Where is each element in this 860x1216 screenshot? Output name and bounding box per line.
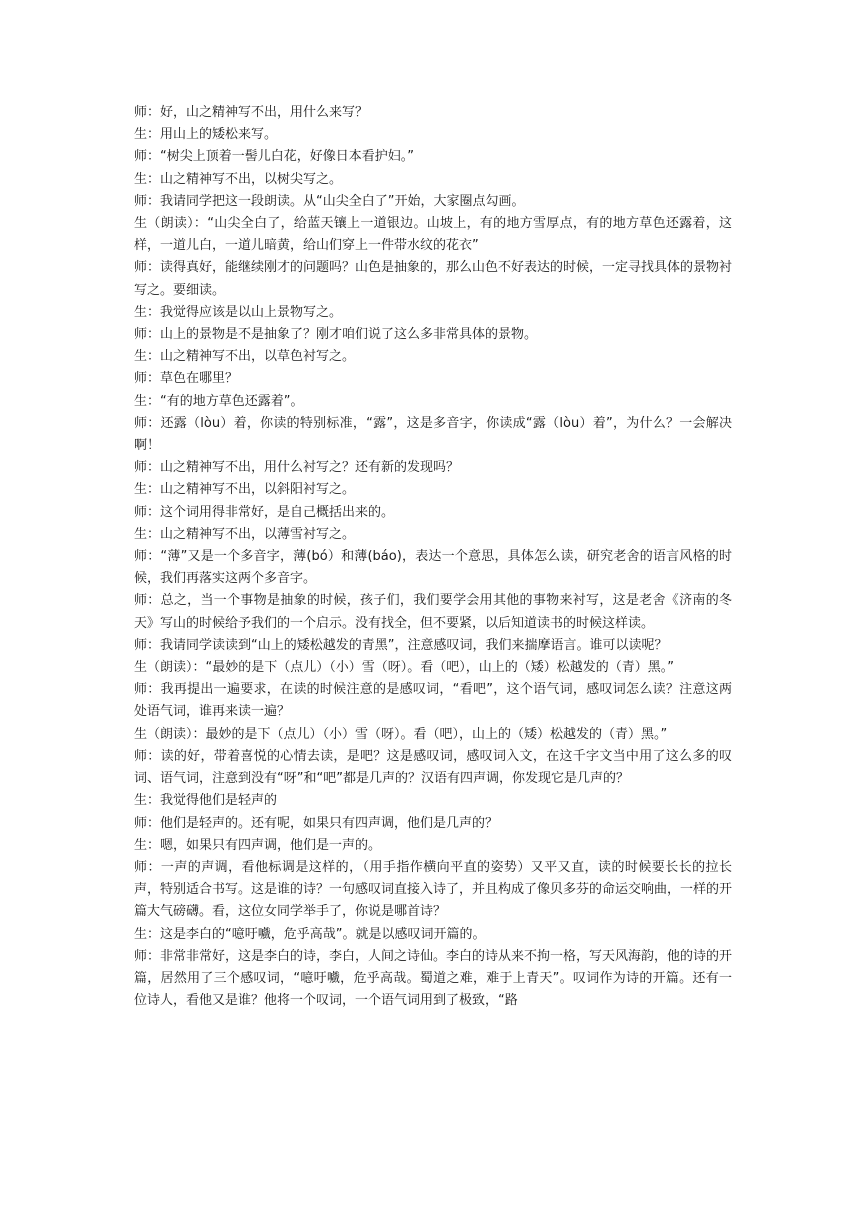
- paragraph: 师：山上的景物是不是抽象了？刚才咱们说了这么多非常具体的景物。: [134, 327, 538, 343]
- paragraph: 生（朗读）：“山尖全白了，给蓝天镶上一道银边。山坡上，有的地方雪厚点，有的地方草色还露着，这样，一道儿白，一道儿暗黄，给山们穿上一件带水纹的花衣”: [134, 216, 732, 254]
- paragraph: 师：还露（lòu）着，你读的特别标准，“露”，这是多音字，你读成“露（lòu）着”，为什么？一会解决啊！: [134, 415, 732, 454]
- paragraph: 师：总之，当一个事物是抽象的时候，孩子们，我们要学会用其他的事物来衬写，这是老舍《济南的冬天》写山的时候给予我们的一个启示。没有找全，但不要紧，以后知道读书的时候这样读。: [134, 593, 732, 631]
- paragraph: 师：读得真好，能继续刚才的问题吗？山色是抽象的，那么山色不好表达的时候，一定寻找具体的景物衬写之。要细读。: [134, 260, 733, 298]
- paragraph: 生：这是李白的“噫吁嚱，危乎高哉”。就是以感叹词开篇的。: [134, 926, 486, 942]
- paragraph: 生：山之精神写不出，以薄雪衬写之。: [134, 526, 356, 542]
- paragraph: 师：他们是轻声的。还有呢，如果只有四声调，他们是几声的？: [134, 815, 499, 831]
- paragraph: 生：山之精神写不出，以草色衬写之。: [134, 349, 356, 365]
- paragraph: 师：我请同学把这一段朗读。从“山尖全白了”开始，大家圈点勾画。: [134, 193, 525, 209]
- paragraph: 生：嗯，如果只有四声调，他们是一声的。: [134, 837, 382, 853]
- paragraph: 师：这个词用得非常好，是自己概括出来的。: [134, 504, 395, 520]
- paragraph: 生（朗读）：最妙的是下（点儿）（小）雪（呀）。看（吧），山上的（矮）松越发的（青）黑。”: [134, 726, 668, 742]
- paragraph: 师：读的好，带着喜悦的心情去读，是吧？这是感叹词，感叹词入文，在这千字文当中用了这么多的叹词、语气词，注意到没有“呀”和“吧”都是几声的？汉语有四声调，你发现它是几声的？: [134, 748, 732, 787]
- paragraph: 师：好，山之精神写不出，用什么来写？: [134, 105, 369, 120]
- paragraph: 生：我觉得应该是以山上景物写之。: [134, 304, 343, 320]
- document-body: [134, 102, 732, 1012]
- paragraph: 生：用山上的矮松来写。: [134, 127, 278, 143]
- paragraph: 生：山之精神写不出，以斜阳衬写之。: [134, 482, 356, 498]
- paragraph: 师：草色在哪里？: [134, 371, 239, 387]
- paragraph: 师：一声的声调，看他标调是这样的，（用手指作横向平直的姿势）又平又直，读的时候要长长的拉长声，特别适合书写。这是谁的诗？一句感叹词直接入诗了，并且构成了像贝多芬的命运交响曲，一样的开篇大气磅礴。看，这位女同学举手了，你说是哪首诗？: [134, 859, 733, 920]
- paragraph: 师：“薄”又是一个多音字，薄(bó）和薄(báo)，表达一个意思，具体怎么读，研究老舍的语言风格的时候，我们再落实这两个多音字。: [134, 549, 732, 587]
- paragraph: 生（朗读）：“最妙的是下（点儿）（小）雪（呀）。看（吧），山上的（矮）松越发的（青）黑。”: [134, 660, 674, 676]
- paragraph: 师：我再提出一遍要求，在读的时候注意的是感叹词，“看吧”，这个语气词，感叹词怎么读？注意这两处语气词，谁再来读一遍？: [134, 682, 732, 720]
- paragraph: 师：我请同学读读到“山上的矮松越发的青黑”，注意感叹词，我们来揣摩语言。谁可以读呢？: [134, 637, 668, 653]
- paragraph: 师：非常非常好，这是李白的诗，李白，人间之诗仙。李白的诗从来不拘一格，写天风海韵，他的诗的开篇，居然用了三个感叹词，“噫吁嚱，危乎高哉。蜀道之难，难于上青天”。叹词作为诗的开篇。还有一位诗人，看他又是谁？他将一个叹词，一个语气词用到了极致，“路: [134, 948, 733, 1009]
- paragraph: 生：山之精神写不出，以树尖写之。: [134, 171, 343, 187]
- paragraph: 师：“树尖上顶着一髻儿白花，好像日本看护妇。”: [134, 149, 414, 165]
- paragraph: 生：我觉得他们是轻声的: [134, 793, 278, 809]
- paragraph: 师：山之精神写不出，用什么衬写之？还有新的发现吗？: [134, 460, 460, 476]
- paragraph: 生：“有的地方草色还露着”。: [134, 393, 304, 409]
